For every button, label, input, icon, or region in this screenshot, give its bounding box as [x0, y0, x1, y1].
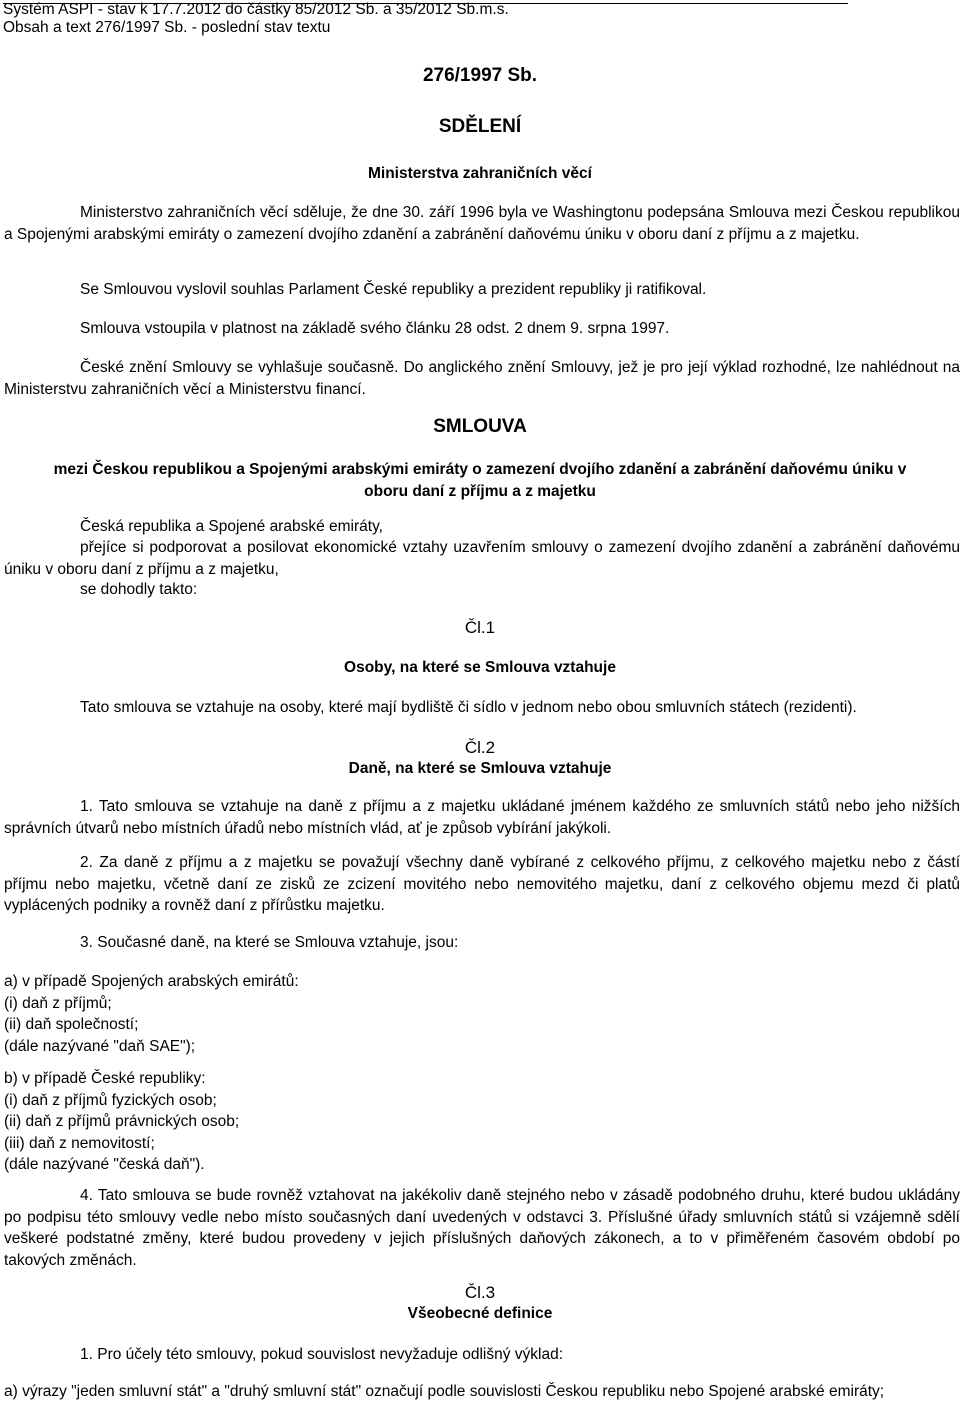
- article-2-paragraph-2: 2. Za daně z příjmu a z majetku se považují všechny daně vybírané z celkového příjmu, z celkového majetku nebo z částí příjmu nebo majetku, včetně daní ze zisků ze zcizení movitého nebo nemovitého majetku, daní z celkového objemu mezd či platů vyplácených podniky a rovněž daní z přírůstku majetku.: [4, 854, 960, 914]
- list-item: (i) daň z příjmů fyzických osob;: [4, 1091, 217, 1109]
- article-1-heading: Osoby, na které se Smlouva vztahuje: [344, 659, 616, 676]
- doc-title: SDĚLENÍ: [438, 116, 522, 137]
- article-3-number: Čl.3: [464, 1283, 496, 1302]
- list-item: (ii) daň společností;: [4, 1016, 139, 1033]
- list-item: (i) daň z příjmů;: [4, 994, 112, 1012]
- list-item: (dále nazývané "daň SAE");: [4, 1037, 196, 1055]
- article-2-paragraph-3: 3. Současné daně, na které se Smlouva vztahuje, jsou:: [80, 934, 459, 951]
- article-2-paragraph-4: 4. Tato smlouva se bude rovněž vztahovat na jakékoliv daně stejného nebo v zásadě podobného druhu, které budou ukládány po podpisu této smlouvy vedle nebo místo současných daní uvedených v odstavci 3. Příslušné úřady smluvních států si vzájemně sdělí veškeré podstatné změny, které budou provedeny v jejich příslušných daňových zákonech, a to v přiměřeném časovém období po takových změnách.: [4, 1187, 960, 1269]
- article-2-paragraph-1: 1. Tato smlouva se vztahuje na daně z příjmu a z majetku ukládané jménem každého ze smluvních států nebo jeho nižších správních útvarů nebo místních úřadů nebo místních vlád, ať je způsob vybírání jakýkoli.: [4, 798, 960, 837]
- intro-paragraph-4: České znění Smlouvy se vyhlašuje současně. Do anglického znění Smlouvy, jež je pro její výklad rozhodné, lze nahlédnout na Ministerstvu zahraničních věcí a Ministerstvu financí.: [4, 359, 960, 398]
- list-item: (iii) daň z nemovitostí;: [4, 1134, 155, 1152]
- article-2-heading: Daně, na které se Smlouva vztahuje: [348, 760, 612, 777]
- list-uae: [4, 971, 299, 1057]
- list-item: (dále nazývané "česká daň").: [4, 1156, 205, 1173]
- header-line-2: Obsah a text 276/1997 Sb. - poslední stav textu: [3, 19, 331, 36]
- article-3-heading: Všeobecné definice: [407, 1305, 553, 1322]
- list-item: (ii) daň z příjmů právnických osob;: [4, 1113, 240, 1130]
- intro-paragraph-3: Smlouva vstoupila v platnost na základě svého článku 28 odst. 2 dnem 9. srpna 1997.: [80, 320, 670, 337]
- article-3-item-a: a) výrazy "jeden smluvní stát" a "druhý smluvní stát" označují podle souvislosti Českou republiku nebo Spojené arabské emiráty;: [4, 1383, 885, 1400]
- system-header: [3, 1, 848, 37]
- intro-paragraph-2: Se Smlouvou vyslovil souhlas Parlament České republiky a prezident republiky ji ratifikoval.: [80, 281, 707, 298]
- list-item: a) v případě Spojených arabských emirátů:: [4, 973, 299, 990]
- treaty-preamble: přejíce si podporovat a posilovat ekonomické vztahy uzavřením smlouvy o zamezení dvojího zdanění a zabránění daňovému úniku v oboru daní z příjmu a z majetku,: [4, 539, 960, 578]
- doc-number: 276/1997 Sb.: [422, 65, 538, 86]
- list-item: b) v případě České republiky:: [4, 1070, 206, 1087]
- intro-paragraph-1: Ministerstvo zahraničních věcí sděluje, že dne 30. září 1996 byla ve Washingtonu podepsána Smlouva mezi Českou republikou a Spojenými arabskými emiráty o zamezení dvojího zdanění a zabránění daňovému úniku v oboru daní z příjmu a z majetku.: [4, 204, 960, 243]
- article-1-number: Čl.1: [464, 618, 496, 637]
- article-1-text: Tato smlouva se vztahuje na osoby, které mají bydliště či sídlo v jednom nebo obou smluvních státech (rezidenti).: [80, 699, 857, 716]
- treaty-subtitle: mezi Českou republikou a Spojenými arabskými emiráty o zamezení dvojího zdanění a zabránění daňovému úniku v oboru daní z příjmu a z majetku: [53, 461, 907, 500]
- list-czech: [4, 1068, 239, 1176]
- treaty-parties: Česká republika a Spojené arabské emiráty,: [80, 518, 383, 535]
- header-line-1: Systém ASPI - stav k 17.7.2012 do částky 85/2012 Sb. a 35/2012 Sb.m.s.: [3, 1, 509, 18]
- treaty-title: SMLOUVA: [433, 416, 527, 437]
- article-2-number: Čl.2: [464, 738, 496, 757]
- doc-issuer: Ministerstva zahraničních věcí: [368, 165, 592, 182]
- treaty-agreed: se dohodly takto:: [80, 581, 198, 598]
- article-3-paragraph-1: 1. Pro účely této smlouvy, pokud souvislost nevyžaduje odlišný výklad:: [80, 1346, 564, 1363]
